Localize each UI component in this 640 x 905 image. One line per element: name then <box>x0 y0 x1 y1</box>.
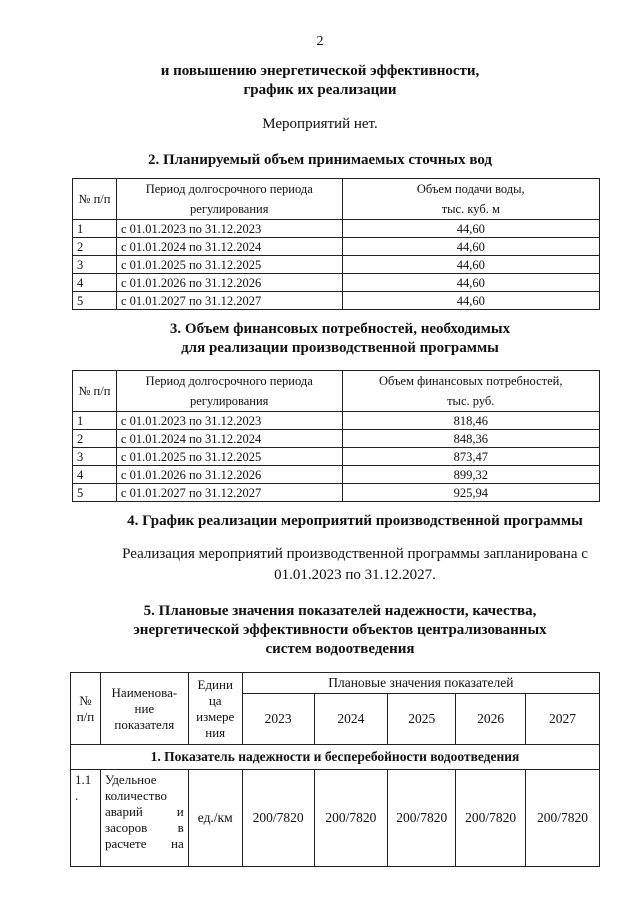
heading-top-line1: и повышению энергетической эффективности, <box>160 63 480 79</box>
section3-title-l2: для реализации производственной программы <box>181 340 499 356</box>
row-value: 44,60 <box>342 220 599 238</box>
row-num: 1 <box>73 220 117 238</box>
table-row <box>73 274 600 292</box>
row-period: с 01.01.2026 по 31.12.2026 <box>116 274 342 292</box>
row-num: 2 <box>73 430 117 448</box>
table-row <box>73 448 600 466</box>
table-row <box>73 220 600 238</box>
year-header: 2024 <box>314 694 388 745</box>
col-value-header-l2: тыс. руб. <box>447 394 495 408</box>
col-name-header-l1: Наименова- <box>111 684 178 700</box>
col-period-header <box>116 371 342 412</box>
page-number: 2 <box>316 34 324 49</box>
row-period: с 01.01.2025 по 31.12.2025 <box>116 448 342 466</box>
section5-title <box>0 602 640 659</box>
section4-title: 4. График реализации мероприятий производственной программы <box>127 513 583 529</box>
col-value-header <box>342 371 600 412</box>
row-value: 44,60 <box>342 292 599 310</box>
table-row <box>73 238 600 256</box>
row-value: 44,60 <box>342 238 599 256</box>
col-period-header <box>116 179 342 220</box>
col-unit-header <box>188 673 242 745</box>
section4-text-l1: Реализация мероприятий производственной программы запланирована с <box>122 546 588 562</box>
row-value: 44,60 <box>342 274 599 292</box>
row-period: с 01.01.2024 по 31.12.2024 <box>116 430 342 448</box>
year-header: 2023 <box>242 694 314 745</box>
row-num: 1 <box>73 412 117 430</box>
col-period-header-l1: Период долгосрочного периода <box>145 374 313 388</box>
col-period-header-l1: Период долгосрочного периода <box>145 182 313 196</box>
row-num: 3 <box>73 448 117 466</box>
row-num-l2: . <box>75 788 79 803</box>
col-value-header-l1: Объем подачи воды, <box>416 182 525 196</box>
table-row <box>73 484 600 502</box>
table-header-row <box>73 179 600 220</box>
table-row <box>73 256 600 274</box>
year-header: 2025 <box>388 694 456 745</box>
col-num-header-l1: № <box>79 692 92 708</box>
col-num-header: № п/п <box>73 371 117 412</box>
col-period-header-l2: регулирования <box>189 394 269 408</box>
section3-title-l1: 3. Объем финансовых потребностей, необходимых <box>169 321 511 337</box>
row-value: 848,36 <box>342 430 600 448</box>
row-value: 818,46 <box>342 412 600 430</box>
section3-title <box>0 320 640 358</box>
subsection-title: 1. Показатель надежности и бесперебойности водоотведения <box>71 745 600 770</box>
row-name-l3: аварий и <box>104 804 184 819</box>
section5-table <box>70 672 600 867</box>
row-name-l2: количество <box>104 788 167 803</box>
section5-title-l1: 5. Плановые значения показателей надежности, качества, <box>143 603 537 619</box>
row-num: 4 <box>73 466 117 484</box>
year-header: 2027 <box>526 694 600 745</box>
heading-top-line2: график их реализации <box>243 82 397 98</box>
row-num-l1: 1.1 <box>75 772 92 787</box>
col-name-header <box>100 673 188 745</box>
table-header-row <box>71 673 600 694</box>
row-period: с 01.01.2023 по 31.12.2023 <box>116 412 342 430</box>
row-value: 200/7820 <box>456 770 526 867</box>
row-name-l1: Удельное <box>104 772 157 787</box>
section5-title-l3: систем водоотведения <box>265 641 415 657</box>
section5-title-l2: энергетической эффективности объектов централизованных <box>133 622 547 638</box>
col-planned-header: Плановые значения показателей <box>242 673 599 694</box>
row-period: с 01.01.2026 по 31.12.2026 <box>116 466 342 484</box>
row-unit: ед./км <box>188 770 242 867</box>
col-value-header-l1: Объем финансовых потребностей, <box>379 374 563 388</box>
subsection-row <box>71 745 600 770</box>
row-value: 44,60 <box>342 256 599 274</box>
row-num: 5 <box>73 484 117 502</box>
col-name-header-l2: ние <box>134 700 155 716</box>
section2-table <box>72 178 600 310</box>
row-period: с 01.01.2023 по 31.12.2023 <box>116 220 342 238</box>
row-value: 200/7820 <box>242 770 314 867</box>
table-row <box>73 430 600 448</box>
table-header-row <box>73 371 600 412</box>
section4-text <box>0 544 640 586</box>
col-unit-header-l2: ца <box>208 692 222 708</box>
row-value: 899,32 <box>342 466 600 484</box>
row-name <box>100 770 188 867</box>
col-unit-header-l4: ния <box>205 724 226 740</box>
table-row <box>73 412 600 430</box>
row-value: 200/7820 <box>388 770 456 867</box>
row-value: 200/7820 <box>526 770 600 867</box>
row-value: 925,94 <box>342 484 600 502</box>
row-num: 5 <box>73 292 117 310</box>
row-value: 873,47 <box>342 448 600 466</box>
row-period: с 01.01.2027 по 31.12.2027 <box>116 484 342 502</box>
no-measures-text: Мероприятий нет. <box>262 116 378 132</box>
table-row <box>73 466 600 484</box>
col-value-header <box>342 179 599 220</box>
col-num-header-l2: п/п <box>76 708 95 724</box>
row-value: 200/7820 <box>314 770 388 867</box>
heading-top <box>0 62 640 100</box>
row-name-l5: расчете на <box>104 836 184 851</box>
row-num <box>71 770 101 867</box>
row-name-l4: засоров в <box>104 820 184 835</box>
col-value-header-l2: тыс. куб. м <box>441 202 500 216</box>
col-unit-header-l3: измере <box>196 708 235 724</box>
row-period: с 01.01.2025 по 31.12.2025 <box>116 256 342 274</box>
col-num-header <box>71 673 101 745</box>
col-unit-header-l1: Едини <box>197 676 233 692</box>
year-header: 2026 <box>456 694 526 745</box>
row-num: 4 <box>73 274 117 292</box>
row-period: с 01.01.2027 по 31.12.2027 <box>116 292 342 310</box>
col-name-header-l3: показателя <box>114 716 175 732</box>
table-row <box>73 292 600 310</box>
section4-text-l2: 01.01.2023 по 31.12.2027. <box>274 567 436 583</box>
table-row <box>71 770 600 867</box>
section2-title: 2. Планируемый объем принимаемых сточных вод <box>147 152 493 168</box>
row-num: 2 <box>73 238 117 256</box>
section3-table <box>72 370 600 502</box>
row-num: 3 <box>73 256 117 274</box>
col-period-header-l2: регулирования <box>190 202 269 216</box>
col-num-header: № п/п <box>73 179 117 220</box>
row-period: с 01.01.2024 по 31.12.2024 <box>116 238 342 256</box>
